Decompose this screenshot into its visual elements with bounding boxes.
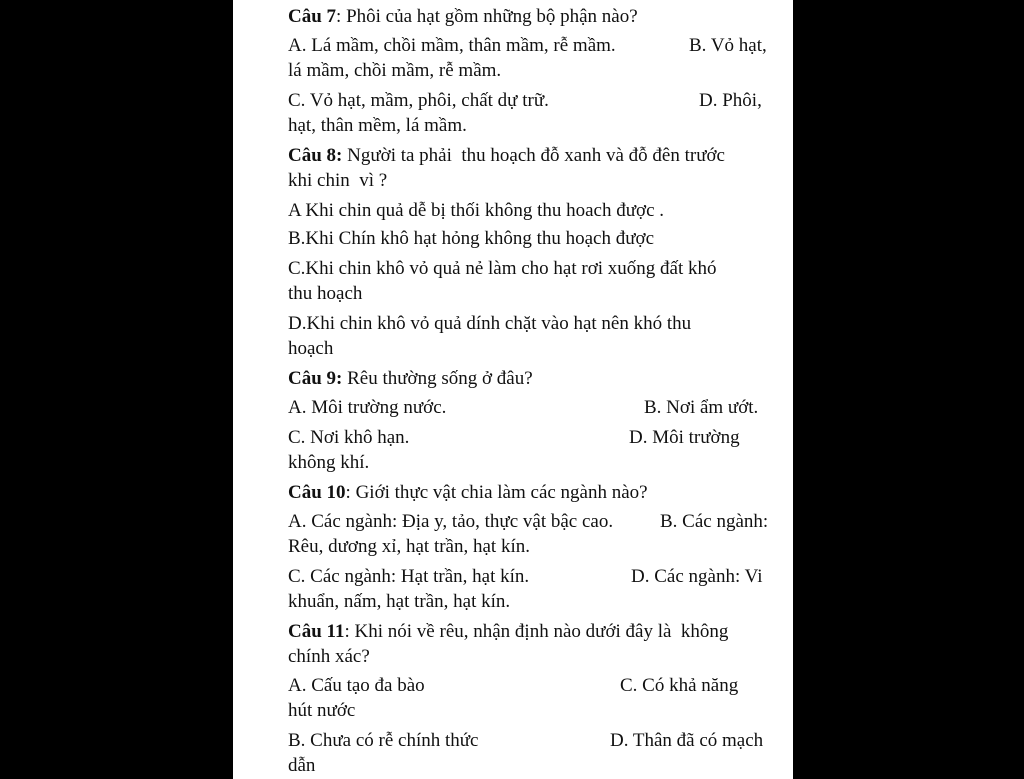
answer-line: A. Môi trường nước. [288,397,447,418]
answer-line: B. Chưa có rễ chính thức [288,730,479,751]
answer-line: A. Cấu tạo đa bào [288,675,425,696]
answer-option: D. Các ngành: Vi [631,566,763,587]
answer-option: D. Thân đã có mạch [610,730,764,751]
answer-line: C. Các ngành: Hạt trần, hạt kín. [288,566,530,587]
question-text: : Khi nói về rêu, nhận định nào dưới đây là không [344,621,729,642]
answer-line: C. Vỏ hạt, mầm, phôi, chất dự trữ. [288,90,549,111]
answer-line: không khí. [288,452,370,473]
answer-option: B. Vỏ hạt, [689,35,767,56]
answer-option: B. Nơi ẩm ướt. [644,397,759,418]
answer-option: B. Các ngành: [660,511,769,532]
answer-option: C. Có khả năng [620,675,739,696]
answer-line: lá mầm, chồi mầm, rễ mầm. [288,60,502,81]
question-number: Câu 8: [288,145,343,166]
question-number: Câu 7 [288,6,337,27]
answer-line: hút nước [288,700,356,721]
question-text: Người ta phải thu hoạch đỗ xanh và đỗ đên trước [342,145,725,166]
answer-line: A. Lá mầm, chồi mầm, thân mầm, rễ mầm. [288,35,616,56]
answer-line: hạt, thân mềm, lá mầm. [288,115,467,136]
answer-line: C.Khi chin khô vỏ quả nẻ làm cho hạt rơi xuống đất khó [288,258,717,279]
answer-line: Rêu, dương xỉ, hạt trần, hạt kín. [288,536,530,557]
question-text: : Giới thực vật chia làm các ngành nào? [345,482,648,503]
question-number: Câu 9: [288,368,343,389]
answer-line: dẫn [288,755,316,776]
answer-line: A. Các ngành: Địa y, tảo, thực vật bậc cao. [288,511,614,532]
answer-line: A Khi chin quả dễ bị thối không thu hoach được . [288,200,665,221]
question-11-title [288,621,728,643]
question-9-title [288,368,533,390]
question-number: Câu 10 [288,482,346,503]
question-7-title [288,6,638,28]
answer-line: B.Khi Chín khô hạt hỏng không thu hoạch được [288,228,655,249]
answer-option: D. Phôi, [699,90,762,111]
answer-line: thu hoạch [288,283,363,304]
question-10-title [288,482,648,504]
answer-line: khuẩn, nấm, hạt trần, hạt kín. [288,591,511,612]
question-text: Rêu thường sống ở đâu? [342,368,533,389]
answer-option: D. Môi trường [629,427,740,448]
question-text-cont: khi chin vì ? [288,170,388,191]
answer-line: C. Nơi khô hạn. [288,427,410,448]
question-8-title [288,145,725,167]
answer-line: hoạch [288,338,334,359]
answer-line: D.Khi chin khô vỏ quả dính chặt vào hạt nên khó thu [288,313,692,334]
question-text: : Phôi của hạt gồm những bộ phận nào? [336,6,638,27]
document-page [233,0,793,779]
question-text-cont: chính xác? [288,646,370,667]
question-number: Câu 11 [288,621,345,642]
